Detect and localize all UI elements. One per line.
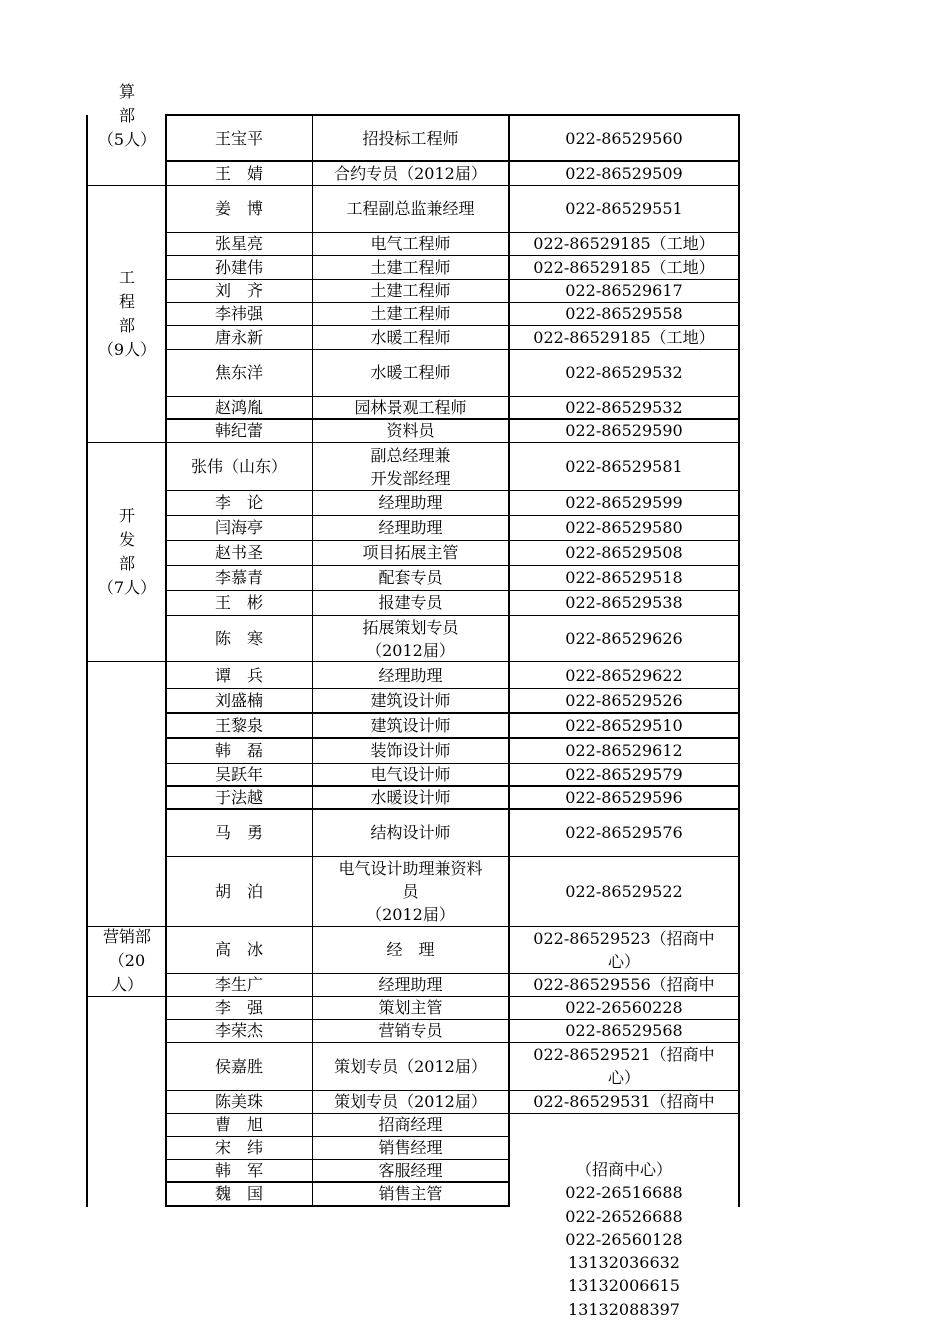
row-phone: 022-86529568 [565,1021,683,1040]
table-border [166,590,740,591]
row-name: 李 论 [214,493,263,512]
dept-marketing: 营销部 （20 人） [102,927,151,994]
row-title: 策划专员（2012届） [334,1092,487,1111]
row-name: 李 强 [214,998,263,1017]
row-title: 电气设计师 [370,765,451,784]
row-phone: 022-86529626 [565,629,683,648]
row-name: 韩 军 [214,1161,263,1180]
table-border [166,515,740,516]
table-border [166,325,740,326]
row-phone: 022-86529185（工地） [533,327,715,347]
row-title: 经理助理 [378,665,443,685]
table-border [166,1181,510,1183]
row-name: 姜 博 [214,199,263,218]
row-title: 土建工程师 [370,281,451,300]
table-border [166,255,740,256]
row-phone: 022-86529510 [565,716,683,735]
row-title: 经理助理 [378,518,443,537]
row-title: 策划专员（2012届） [334,1056,487,1076]
row-phone: 022-86529556（招商中 [533,975,715,994]
table-border [166,1136,510,1137]
row-title: 资料员 [386,421,435,440]
row-name: 马 勇 [214,823,263,842]
row-name: 张星亮 [214,234,263,253]
table-border [166,737,740,739]
row-name: 张伟（山东） [190,457,287,476]
row-phone: 022-86529580 [565,518,683,537]
row-name: 刘盛楠 [214,691,263,710]
row-name: 王 彬 [214,593,263,612]
dept-development: 开 发 部 （7人） [97,506,157,597]
table-border [87,442,740,443]
table-border [166,302,740,303]
row-phone: 022-86529590 [565,421,683,440]
row-phone: 022-86529576 [565,823,683,842]
row-title: 招投标工程师 [362,128,459,148]
row-phone: 022-86529531（招商中 [533,1092,715,1111]
table-border [166,396,740,397]
row-phone: 022-86529508 [565,543,683,562]
table-border [166,540,740,541]
row-name: 王黎泉 [214,716,263,735]
row-phone: 022-86529622 [565,665,683,685]
row-name: 李祎强 [214,304,263,323]
row-title: 园林景观工程师 [354,398,467,417]
sales-center-phone-list: （招商中心） 022-26516688 022-26526688 022-26560128 13132036632 13132006615 13132088397 [565,1160,683,1319]
row-name: 焦东洋 [214,363,263,382]
row-name: 侯嘉胜 [214,1056,263,1076]
row-phone: 022-86529532 [565,363,683,382]
row-title: 水暖工程师 [370,327,451,347]
row-name: 韩纪蕾 [214,421,263,440]
row-phone: 022-86529532 [565,398,683,417]
row-title: 合约专员（2012届） [334,164,487,183]
row-phone: 022-86529509 [565,164,683,183]
row-title: 配套专员 [378,568,443,587]
row-title: 土建工程师 [370,257,451,277]
table-border [166,712,740,714]
row-name: 陈 寒 [214,629,263,648]
row-phone: 022-86529558 [565,304,683,323]
row-title: 客服经理 [378,1161,443,1180]
row-phone: 022-86529523（招商中 心） [533,928,715,971]
table-border [166,1205,510,1207]
row-title: 工程副总监兼经理 [346,199,475,218]
table-border [166,615,740,616]
row-title: 销售经理 [378,1138,443,1157]
table-border [166,565,740,566]
row-phone: 022-86529560 [565,128,683,148]
row-name: 王 婧 [214,164,263,183]
row-name: 赵鸿胤 [214,398,263,417]
table-border [166,1159,510,1160]
table-border [166,490,740,491]
row-name: 陈美珠 [214,1092,263,1111]
table-border [87,185,740,186]
table-border [87,661,740,662]
table-border [166,232,740,233]
row-name: 魏 国 [214,1184,263,1203]
table-border [87,996,740,997]
row-title: 水暖设计师 [370,788,451,807]
table-border [166,1113,740,1114]
row-name: 于法越 [214,788,263,807]
row-title: 营销专员 [378,1021,443,1040]
row-name: 李慕青 [214,568,263,587]
row-title: 建筑设计师 [370,691,451,710]
row-title: 经 理 [386,940,435,959]
row-name: 谭 兵 [214,665,263,685]
row-title: 结构设计师 [370,823,451,842]
row-name: 高 冰 [214,940,263,959]
row-phone: 022-26560228 [565,998,683,1017]
row-phone: 022-86529526 [565,691,683,710]
row-phone: 022-86529185（工地） [533,257,715,277]
table-border [165,114,740,116]
table-border [166,349,740,350]
row-name: 唐永新 [214,327,263,347]
table-border [166,1042,740,1043]
row-name: 宋 纬 [214,1138,263,1157]
row-name: 曹 旭 [214,1115,263,1134]
row-title: 报建专员 [378,593,443,612]
table-border [166,785,740,787]
row-phone: 022-86529521（招商中 心） [533,1045,715,1087]
row-name: 刘 齐 [214,281,263,300]
row-title: 策划主管 [378,998,443,1017]
table-border [166,160,740,162]
row-title: 建筑设计师 [370,716,451,735]
row-phone: 022-86529518 [565,568,683,587]
row-title: 电气设计助理兼资料 员 （2012届） [338,858,483,924]
row-phone: 022-86529612 [565,741,683,760]
row-name: 赵书圣 [214,543,263,562]
table-border [166,856,740,857]
table-border [166,1019,740,1020]
row-name: 李生广 [214,975,263,994]
row-title: 经理助理 [378,493,443,512]
row-name: 韩 磊 [214,741,263,760]
row-title: 水暖工程师 [370,363,451,382]
row-name: 胡 泊 [214,881,263,901]
table-border [166,418,740,420]
row-phone: 022-86529596 [565,788,683,807]
row-title: 拓展策划专员 （2012届） [362,617,459,660]
row-phone: 022-86529522 [565,881,683,901]
table-border [166,808,740,810]
row-title: 项目拓展主管 [362,543,459,562]
row-phone: 022-86529599 [565,493,683,512]
dept-budget: 算 部 （5人） [97,82,157,149]
row-name: 王宝平 [214,128,263,148]
table-border [166,688,740,689]
table-border [166,279,740,280]
row-phone: 022-86529581 [565,457,683,476]
row-title: 销售主管 [378,1184,443,1203]
row-phone: 022-86529538 [565,593,683,612]
dept-engineering: 工 程 部 （9人） [97,267,157,359]
row-title: 土建工程师 [370,304,451,323]
table-border [166,763,740,764]
row-phone: 022-86529185（工地） [533,234,715,253]
row-title: 副总经理兼 开发部经理 [370,445,451,488]
row-title: 招商经理 [378,1115,443,1134]
row-name: 吴跃年 [214,765,263,784]
row-title: 电气工程师 [370,234,451,253]
row-name: 闫海亭 [214,518,263,537]
table-border [87,926,740,927]
table-border [166,1090,740,1091]
row-phone: 022-86529617 [565,281,683,300]
row-phone: 022-86529579 [565,765,683,784]
table-border [166,973,740,974]
row-title: 装饰设计师 [370,741,451,760]
row-phone: 022-86529551 [565,199,683,218]
row-name: 李荣杰 [214,1021,263,1040]
row-name: 孙建伟 [214,257,263,277]
row-title: 经理助理 [378,975,443,994]
